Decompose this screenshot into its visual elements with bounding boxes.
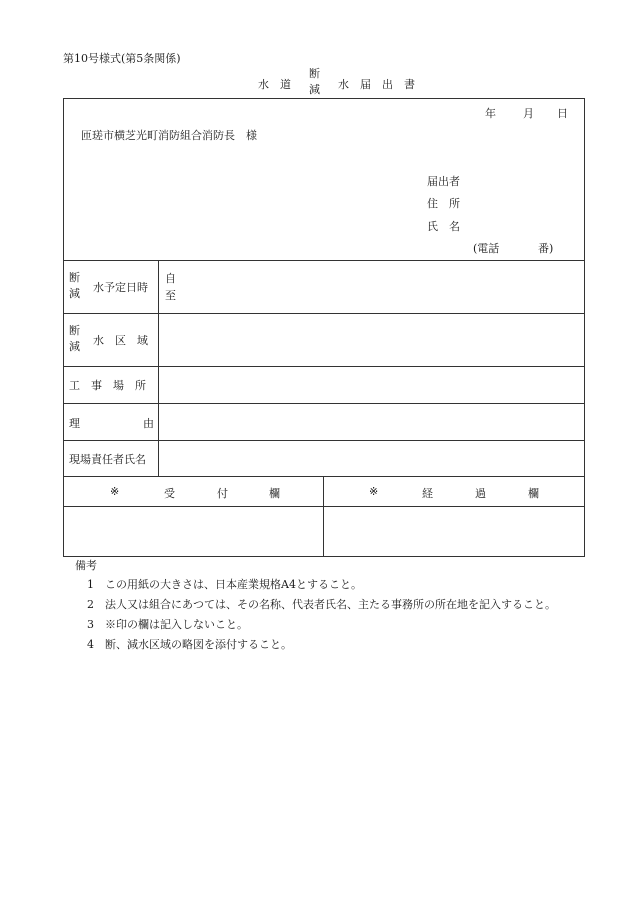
reception-char-2: 付	[217, 487, 228, 500]
note-item: 3 ※印の欄は記入しないこと。	[87, 618, 248, 631]
title-water-supply: 水 道	[258, 78, 291, 91]
area-value-cell	[159, 314, 585, 367]
schedule-label-cell	[64, 261, 159, 314]
reception-mark: ※	[110, 485, 120, 498]
address-label: 住 所	[427, 197, 460, 210]
area-label: 水 区 域	[93, 334, 148, 347]
note-item: 4 断、減水区域の略図を添付すること。	[87, 638, 292, 651]
area-dan: 断	[69, 324, 80, 337]
area-dan-gen	[69, 323, 80, 355]
site-label-cell	[64, 367, 159, 404]
schedule-value-cell	[159, 261, 585, 314]
form-number: 第10号様式(第5条関係)	[63, 52, 181, 65]
date-day: 日	[557, 107, 568, 120]
reason-label-left: 理	[69, 417, 80, 430]
title-gen: 減	[309, 83, 320, 96]
reason-label-right: 由	[143, 417, 154, 430]
site-value-cell	[159, 367, 585, 404]
schedule-dan: 断	[69, 271, 80, 284]
schedule-gen: 減	[69, 287, 80, 300]
form-title	[0, 67, 630, 98]
progress-char-3: 欄	[528, 487, 539, 500]
area-label-cell	[64, 314, 159, 367]
note-item: 2 法人又は組合にあつては、その名称、代表者氏名、主たる事務所の所在地を記入すること。	[87, 598, 556, 611]
progress-char-1: 経	[422, 487, 433, 500]
progress-mark: ※	[369, 485, 379, 498]
area-gen: 減	[69, 340, 80, 353]
reason-value-cell	[159, 404, 585, 441]
site-label: 工 事 場 所	[69, 379, 146, 392]
schedule-to: 至	[165, 289, 176, 302]
schedule-from: 自	[165, 272, 176, 285]
manager-value-cell	[159, 441, 585, 477]
submitter-section	[64, 99, 585, 261]
date-month: 月	[523, 107, 534, 120]
date-year: 年	[485, 107, 496, 120]
progress-header	[324, 477, 585, 507]
progress-char-2: 過	[475, 487, 486, 500]
schedule-label: 水予定日時	[93, 281, 148, 294]
reception-body	[64, 507, 324, 557]
addressee: 匝瑳市横芝光町消防組合消防長 様	[81, 129, 257, 142]
reception-char-3: 欄	[269, 487, 280, 500]
title-dan-gen	[309, 66, 320, 98]
reception-char-1: 受	[164, 487, 175, 500]
title-rest: 水 届 出 書	[338, 78, 415, 91]
phone-open: (電話	[473, 242, 500, 255]
notes-heading: 備考	[75, 559, 97, 572]
title-dan: 断	[309, 67, 320, 80]
note-item: 1 この用紙の大きさは、日本産業規格A4とすること。	[87, 578, 362, 591]
reception-header	[64, 477, 324, 507]
manager-label: 現場責任者氏名	[69, 452, 146, 466]
reason-label-cell	[64, 404, 159, 441]
progress-body	[324, 507, 585, 557]
schedule-dan-gen	[69, 270, 80, 302]
name-label: 氏 名	[427, 220, 460, 233]
phone-close: 番)	[538, 242, 554, 255]
notification-form	[63, 98, 585, 557]
manager-label-cell	[64, 441, 159, 477]
submitter-label: 届出者	[427, 175, 460, 188]
